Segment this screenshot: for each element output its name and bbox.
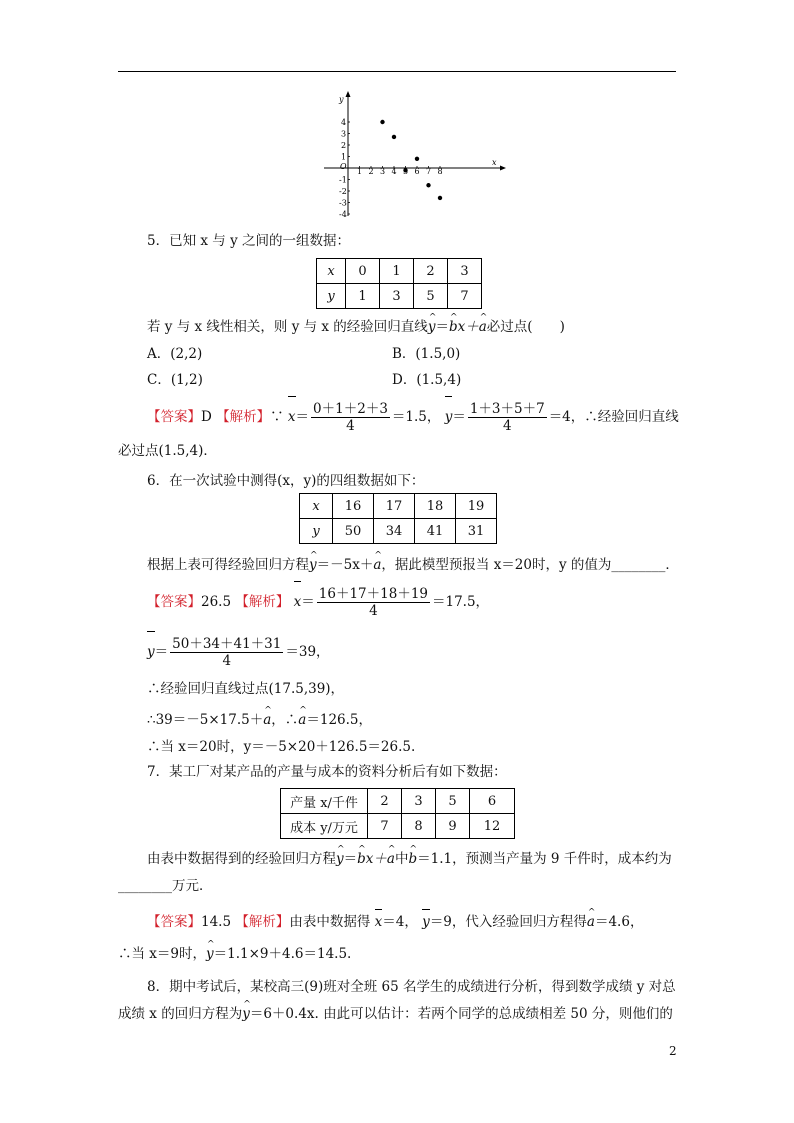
x-tick-label: 3 bbox=[380, 167, 386, 176]
data-point bbox=[392, 135, 396, 139]
text: 根据上表可得经验回归方程 bbox=[147, 557, 309, 573]
table-cell: 12 bbox=[470, 814, 515, 839]
table-cell: 6 bbox=[470, 789, 515, 814]
q7-question-line2: ________万元． bbox=[118, 878, 213, 894]
solution-tag: 【解析】 bbox=[216, 409, 271, 425]
answer-value: 14.5 bbox=[201, 914, 232, 930]
table-cell: 17 bbox=[374, 494, 415, 519]
text: ＝1.1，预测当产量为 9 千件时，成本约为 bbox=[417, 851, 672, 867]
y-tick-label: -4 bbox=[339, 210, 347, 219]
text: ∵ bbox=[270, 409, 284, 425]
table-cell: 7 bbox=[448, 284, 482, 309]
q7-table bbox=[280, 788, 515, 839]
table-header-cell: 产量 x/千件 bbox=[281, 789, 368, 814]
x-axis-label: x bbox=[492, 158, 497, 167]
y-axis-arrow bbox=[346, 91, 351, 97]
numerator: 0＋1＋2＋3 bbox=[313, 401, 388, 417]
q7-stem: 7．某工厂对某产品的产量与成本的资料分析后有如下数据： bbox=[147, 764, 507, 780]
numerator: 50＋34＋41＋31 bbox=[172, 636, 282, 652]
text: ＝1.1×9＋4.6＝14.5. bbox=[213, 946, 352, 962]
text: ＝6＋0.4x. 由此可以估计：若两个同学的总成绩相差 50 分，则他们的 bbox=[249, 1006, 673, 1022]
q6-solution-line5: ∴当 x＝20时，y＝－5×20＋126.5＝26.5. bbox=[147, 739, 416, 755]
q5-option-c: C．(1,2) bbox=[147, 372, 203, 388]
text: 必过点( ) bbox=[486, 319, 565, 335]
a-hat: ^ a bbox=[263, 711, 271, 729]
fraction bbox=[170, 636, 283, 669]
table-cell: 5 bbox=[414, 284, 448, 309]
q6-table bbox=[299, 493, 497, 544]
x-tick-label: 1 bbox=[357, 167, 363, 176]
table-row bbox=[300, 494, 497, 519]
denominator: 4 bbox=[222, 653, 232, 669]
a-hat: ^ a bbox=[587, 913, 595, 931]
text: x＋ bbox=[365, 851, 387, 867]
text: 若 y 与 x 线性相关，则 y 与 x 的经验回归直线 bbox=[147, 319, 428, 335]
text: ＝ bbox=[301, 594, 315, 610]
table-row bbox=[317, 284, 482, 309]
table-cell: 1 bbox=[380, 259, 414, 284]
table-cell: 0 bbox=[346, 259, 380, 284]
b-hat: ^ b bbox=[449, 318, 458, 336]
table-row bbox=[300, 519, 497, 544]
y-bar: y bbox=[422, 914, 430, 930]
x-bar: x bbox=[288, 400, 296, 434]
data-point bbox=[403, 168, 407, 172]
y-hat: ^ y bbox=[428, 318, 436, 336]
table-cell: 16 bbox=[333, 494, 374, 519]
table-cell: 19 bbox=[456, 494, 497, 519]
q7-question bbox=[147, 850, 672, 868]
text: ＝4， bbox=[382, 914, 418, 930]
solution-tag: 【解析】 bbox=[235, 914, 290, 930]
text: ＝4，∴经验回归直线 bbox=[548, 409, 679, 425]
q5-option-b: B．(1.5,0) bbox=[392, 346, 461, 362]
table-row bbox=[281, 789, 515, 814]
q7-solution-line2 bbox=[118, 945, 351, 963]
q5-solution bbox=[147, 400, 679, 434]
table-cell: 50 bbox=[333, 519, 374, 544]
header-rule bbox=[118, 71, 676, 72]
table-cell: 34 bbox=[374, 519, 415, 544]
text: ＝17.5， bbox=[432, 594, 490, 610]
text: ∴39＝－5×17.5＋ bbox=[147, 712, 264, 728]
y-hat: ^ y bbox=[242, 1005, 250, 1023]
x-bar: x bbox=[294, 585, 302, 619]
denominator: 4 bbox=[502, 418, 512, 434]
y-tick-label: 4 bbox=[341, 118, 347, 127]
page-number: 2 bbox=[669, 1044, 677, 1058]
numerator: 16＋17＋18＋19 bbox=[318, 586, 428, 602]
text: ，∴ bbox=[271, 712, 299, 728]
y-tick-label: 1 bbox=[341, 152, 347, 162]
text: 中 bbox=[394, 851, 409, 867]
b-hat: ^ b bbox=[357, 850, 366, 868]
y-hat: ^ y bbox=[336, 850, 344, 868]
q5-option-d: D．(1.5,4) bbox=[392, 372, 462, 388]
table-cell: 9 bbox=[436, 814, 470, 839]
q6-stem: 6．在一次试验中测得(x，y)的四组数据如下： bbox=[147, 473, 425, 489]
data-point bbox=[426, 183, 430, 187]
q6-solution-line3: ∴经验回归直线过点(17.5,39)， bbox=[147, 681, 345, 697]
x-bar: x bbox=[374, 914, 383, 930]
data-point bbox=[415, 157, 419, 161]
table-header-cell: y bbox=[300, 519, 333, 544]
text: ＝9，代入经验回归方程得 bbox=[429, 914, 587, 930]
table-cell: 31 bbox=[456, 519, 497, 544]
q5-option-a: A．(2,2) bbox=[147, 346, 203, 362]
x-tick-label: 7 bbox=[426, 167, 432, 176]
b-hat: ^ b bbox=[408, 850, 417, 868]
table-cell: 3 bbox=[402, 789, 436, 814]
y-hat: ^ y bbox=[309, 556, 317, 574]
data-point bbox=[380, 120, 384, 124]
denominator: 4 bbox=[346, 418, 355, 434]
y-bar: y bbox=[445, 400, 453, 434]
origin-label: O bbox=[340, 162, 347, 171]
y-tick-label: 3 bbox=[341, 129, 347, 139]
table-cell: 1 bbox=[346, 284, 380, 309]
q5-question bbox=[147, 318, 565, 336]
table-row bbox=[317, 259, 482, 284]
y-tick-label: -3 bbox=[339, 198, 347, 208]
a-hat: ^ a bbox=[298, 711, 306, 729]
text: ＝－5x＋ bbox=[316, 557, 374, 573]
y-bar: y bbox=[147, 635, 155, 669]
y-tick-label: 2 bbox=[341, 141, 347, 150]
x-tick-label: 4 bbox=[391, 167, 397, 176]
q6-solution-line4 bbox=[147, 711, 372, 729]
x-tick-label: 6 bbox=[414, 167, 420, 176]
y-tick-label: -1 bbox=[339, 175, 347, 185]
text: ＝1.5， bbox=[391, 409, 441, 425]
a-hat: ^ a bbox=[373, 556, 381, 574]
data-point bbox=[438, 196, 442, 200]
table-cell: 2 bbox=[414, 259, 448, 284]
text: 成绩 x 的回归方程为 bbox=[118, 1006, 243, 1022]
x-tick-label: 8 bbox=[437, 167, 443, 176]
q6-question bbox=[147, 556, 679, 574]
q5-stem: 5．已知 x 与 y 之间的一组数据： bbox=[147, 233, 350, 249]
table-cell: 2 bbox=[368, 789, 402, 814]
table-cell: 18 bbox=[415, 494, 456, 519]
answer-value: 26.5 bbox=[201, 594, 232, 610]
table-header-cell: y bbox=[317, 284, 346, 309]
table-cell: 7 bbox=[368, 814, 402, 839]
answer-tag: 【答案】 bbox=[147, 409, 201, 425]
text: ＝ bbox=[154, 644, 169, 660]
table-header-cell: x bbox=[317, 259, 346, 284]
text: ＝39， bbox=[285, 644, 330, 660]
q8-line2 bbox=[118, 1005, 673, 1023]
table-cell: 3 bbox=[448, 259, 482, 284]
fraction bbox=[311, 401, 390, 434]
q5-solution-line2: 必过点(1.5,4)． bbox=[118, 443, 217, 459]
a-hat: ^ a bbox=[387, 850, 395, 868]
fraction bbox=[317, 586, 430, 619]
text: 由表中数据得 bbox=[289, 914, 371, 930]
q7-solution bbox=[147, 913, 643, 931]
x-axis-arrow bbox=[500, 166, 506, 171]
table-cell: 8 bbox=[402, 814, 436, 839]
q6-solution-ybar bbox=[147, 635, 330, 669]
table-header-cell: x bbox=[300, 494, 333, 519]
table-cell: 3 bbox=[380, 284, 414, 309]
answer-value: D bbox=[201, 409, 212, 425]
numerator: 1＋3＋5＋7 bbox=[469, 401, 545, 417]
table-cell: 5 bbox=[436, 789, 470, 814]
text: ＝ bbox=[343, 851, 358, 867]
solution-tag: 【解析】 bbox=[235, 594, 290, 610]
text: x＋ bbox=[457, 319, 479, 335]
text: ＝ bbox=[435, 319, 449, 335]
fraction bbox=[468, 401, 547, 434]
text: ＝ bbox=[295, 409, 310, 425]
y-tick-label: -2 bbox=[339, 187, 347, 196]
denominator: 4 bbox=[369, 603, 378, 619]
text: ∴当 x＝9时， bbox=[118, 946, 206, 962]
q6-solution bbox=[147, 585, 489, 619]
q8-line1: 8．期中考试后，某校高三(9)班对全班 65 名学生的成绩进行分析，得到数学成绩 y 对总 bbox=[147, 979, 676, 995]
y-axis-label: y bbox=[339, 95, 344, 104]
table-cell: 41 bbox=[415, 519, 456, 544]
x-tick-label: 2 bbox=[368, 167, 374, 176]
table-header-cell: 成本 y/万元 bbox=[281, 814, 368, 839]
answer-tag: 【答案】 bbox=[147, 914, 201, 930]
text: ＝126.5， bbox=[306, 712, 373, 728]
a-hat: ^ a bbox=[479, 318, 487, 336]
q5-table bbox=[316, 258, 482, 309]
text: ＝4.6， bbox=[594, 914, 644, 930]
text: ，据此模型预报当 x＝20时，y 的值为________． bbox=[381, 557, 679, 573]
scatter-plot bbox=[318, 90, 508, 220]
answer-tag: 【答案】 bbox=[147, 594, 201, 610]
table-row bbox=[281, 814, 515, 839]
text: ＝ bbox=[452, 409, 466, 425]
text: 由表中数据得到的经验回归方程 bbox=[147, 851, 336, 867]
y-hat: ^ y bbox=[206, 945, 214, 963]
